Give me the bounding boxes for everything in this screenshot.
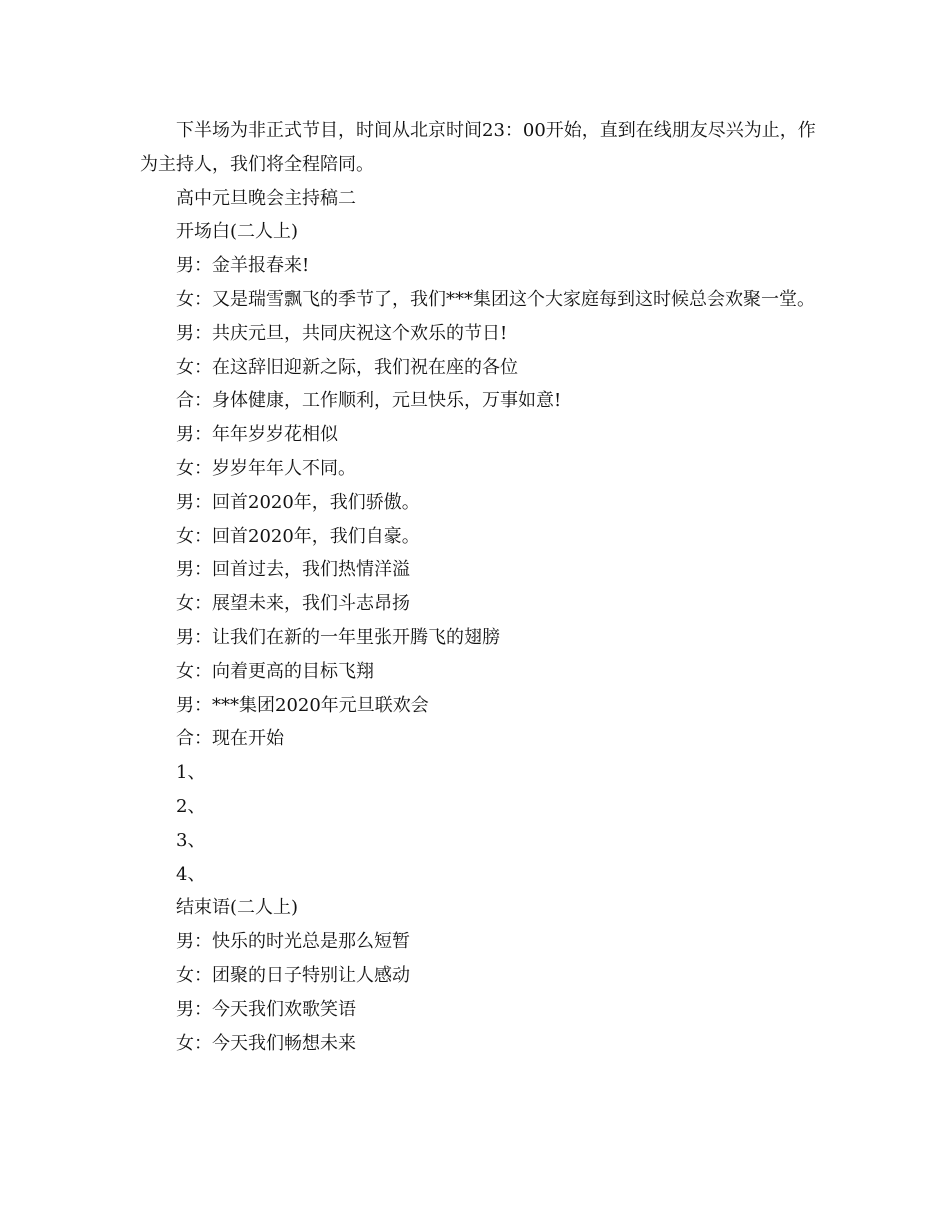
dialogue-line: 男：快乐的时光总是那么短暂 [176, 931, 410, 953]
dialogue-line: 男：回首过去，我们热情洋溢 [176, 559, 410, 581]
dialogue-line: 男：***集团2020年元旦联欢会 [176, 694, 429, 716]
document-body [140, 114, 830, 1060]
dialogue-line: 男：回首2020年，我们骄傲。 [176, 491, 420, 513]
dialogue-line: 男：共庆元旦，共同庆祝这个欢乐的节日! [176, 322, 508, 344]
dialogue-line: 女：展望未来，我们斗志昂扬 [176, 593, 410, 615]
list-item: 1、 [176, 762, 206, 784]
dialogue-line: 女：在这辞旧迎新之际，我们祝在座的各位 [176, 356, 518, 378]
dialogue-line: 女：岁岁年年人不同。 [176, 457, 356, 479]
dialogue-line: 男：今天我们欢歌笑语 [176, 998, 356, 1020]
dialogue-line: 男：年年岁岁花相似 [176, 424, 338, 446]
section-title: 高中元旦晚会主持稿二 [176, 187, 356, 209]
dialogue-line: 女：回首2020年，我们自豪。 [176, 525, 420, 547]
list-item: 3、 [176, 829, 206, 851]
dialogue-line: 女：团聚的日子特别让人感动 [176, 964, 410, 986]
dialogue-line: 合：身体健康，工作顺利，元旦快乐，万事如意! [176, 390, 562, 412]
paragraph: 下半场为非正式节目，时间从北京时间23：00开始，直到在线朋友尽兴为止，作为主持人，我们将全程陪同。 [140, 120, 816, 175]
dialogue-line: 合：现在开始 [176, 728, 284, 750]
dialogue-line: 女：今天我们畅想未来 [176, 1032, 356, 1054]
dialogue-line: 男：金羊报春来! [176, 255, 310, 277]
list-item: 4、 [176, 863, 206, 885]
list-item: 2、 [176, 795, 206, 817]
dialogue-line: 男：让我们在新的一年里张开腾飞的翅膀 [176, 626, 500, 648]
dialogue-line: 女：向着更高的目标飞翔 [176, 660, 374, 682]
dialogue-line: 女：又是瑞雪飘飞的季节了，我们***集团这个大家庭每到这时候总会欢聚一堂。 [176, 288, 815, 310]
section-heading: 开场白(二人上) [176, 221, 299, 243]
section-heading: 结束语(二人上) [176, 897, 299, 919]
